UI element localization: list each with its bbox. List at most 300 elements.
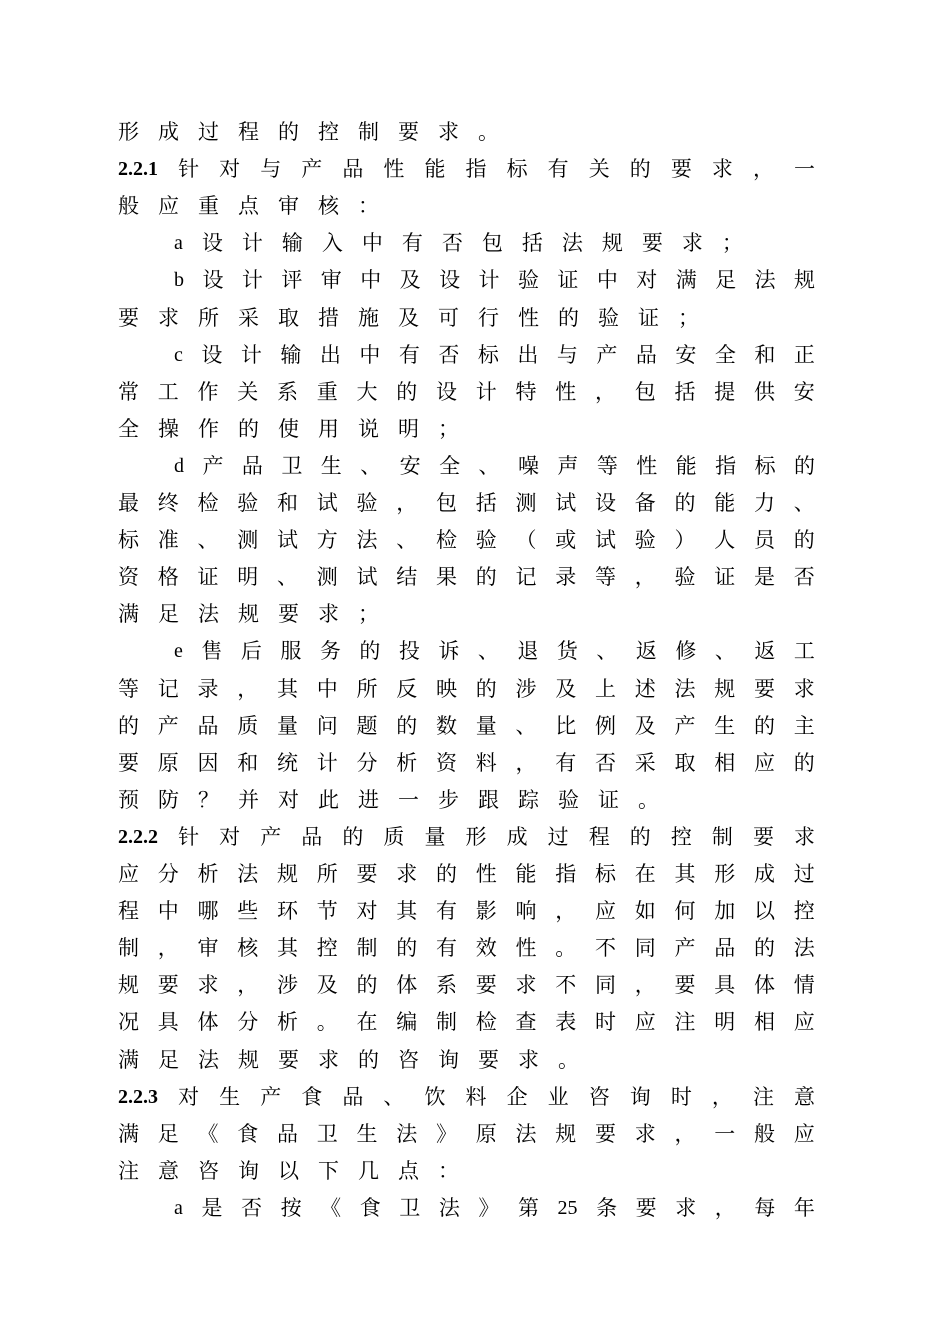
glyph: 标 — [595, 862, 616, 886]
glyph: 等 — [118, 676, 139, 701]
glyph: 满 — [118, 602, 139, 627]
glyph: 退 — [517, 639, 539, 664]
glyph: 中 — [316, 676, 338, 701]
glyph: 的 — [793, 750, 815, 775]
glyph: 足 — [715, 268, 737, 293]
glyph: 及 — [316, 973, 338, 998]
glyph: 例 — [595, 713, 616, 738]
glyph: 如 — [634, 899, 656, 924]
glyph: 证 — [197, 565, 219, 590]
glyph: 采 — [238, 305, 259, 330]
glyph: 包 — [634, 379, 656, 404]
glyph: 质 — [237, 713, 259, 738]
glyph: 最 — [118, 491, 139, 515]
glyph: 或 — [555, 528, 577, 553]
glyph: 规 — [238, 602, 259, 627]
glyph: 产 — [260, 1084, 282, 1109]
glyph: 对 — [278, 787, 299, 812]
glyph: 的 — [396, 936, 418, 961]
text-line — [118, 488, 815, 518]
glyph: 求 — [438, 120, 459, 144]
glyph: 过 — [793, 862, 815, 886]
glyph: 求 — [396, 862, 418, 886]
glyph: 设 — [201, 231, 223, 256]
glyph: 关 — [588, 157, 610, 182]
glyph: 的 — [754, 713, 775, 738]
text-line — [118, 748, 815, 778]
glyph: 应 — [158, 194, 179, 219]
glyph: 修 — [675, 639, 697, 664]
glyph: 跟 — [478, 787, 499, 812]
glyph: 括 — [475, 491, 497, 515]
glyph: 分 — [356, 750, 378, 775]
glyph: 企 — [506, 1084, 528, 1109]
glyph: 映 — [436, 676, 457, 701]
glyph: 品 — [635, 342, 657, 367]
text-line — [174, 1193, 815, 1223]
glyph: 反 — [396, 676, 418, 701]
glyph: 验 — [237, 491, 259, 515]
glyph: 、 — [277, 565, 298, 590]
glyph: 卫 — [399, 1195, 421, 1220]
glyph: 否 — [793, 565, 815, 590]
glyph: 所 — [356, 676, 378, 701]
glyph: 咨 — [198, 1158, 219, 1183]
glyph: 售 — [201, 639, 223, 664]
glyph: 规 — [794, 268, 815, 293]
glyph: 要 — [356, 862, 378, 886]
glyph: 计 — [240, 342, 262, 367]
glyph: 的 — [475, 676, 497, 701]
glyph: 检 — [436, 528, 457, 553]
glyph: 货 — [556, 639, 578, 664]
glyph: 和 — [237, 750, 259, 775]
glyph: ？ — [198, 787, 219, 812]
glyph: 人 — [714, 528, 736, 553]
glyph: 般 — [754, 1121, 775, 1146]
glyph: 核 — [237, 936, 259, 961]
glyph: 要 — [478, 1047, 499, 1072]
text-line — [174, 340, 815, 370]
glyph: 证 — [598, 787, 619, 812]
glyph: ； — [438, 416, 459, 441]
glyph: 具 — [714, 973, 736, 998]
glyph: 求 — [158, 305, 179, 330]
glyph: 具 — [157, 1010, 179, 1035]
glyph: 投 — [398, 639, 420, 664]
glyph: 返 — [754, 639, 776, 664]
glyph: 食 — [237, 1121, 259, 1146]
text-line — [118, 562, 815, 592]
glyph: 的 — [118, 713, 139, 738]
glyph: 验 — [517, 268, 539, 293]
glyph: 求 — [318, 602, 339, 627]
glyph: 终 — [157, 491, 179, 515]
glyph: 包 — [481, 231, 503, 256]
glyph: 。 — [638, 787, 659, 812]
glyph: 记 — [515, 565, 537, 590]
glyph: 中 — [361, 231, 383, 256]
glyph: 满 — [675, 268, 697, 293]
glyph: 。 — [558, 1047, 579, 1072]
glyph: 关 — [237, 379, 259, 404]
glyph: 行 — [478, 305, 499, 330]
glyph: 说 — [358, 416, 379, 441]
glyph: 原 — [157, 750, 179, 775]
glyph: 成 — [158, 120, 179, 144]
glyph: 取 — [278, 305, 299, 330]
glyph: 《 — [197, 1121, 219, 1146]
glyph: 相 — [754, 1010, 775, 1035]
glyph: 结 — [396, 565, 418, 590]
glyph: 全 — [439, 453, 461, 478]
glyph: 要 — [118, 305, 139, 330]
glyph: 询 — [629, 1084, 651, 1109]
glyph: 的 — [396, 713, 418, 738]
glyph: 可 — [438, 305, 459, 330]
glyph: 法 — [515, 1121, 537, 1146]
glyph: 重 — [198, 194, 219, 219]
glyph: 是 — [754, 565, 775, 590]
glyph: 否 — [438, 342, 460, 367]
glyph: 产 — [674, 936, 696, 961]
glyph: 在 — [356, 1010, 378, 1035]
glyph: 要 — [157, 973, 179, 998]
glyph: 务 — [319, 639, 341, 664]
glyph: 及 — [399, 268, 421, 293]
glyph: 资 — [436, 750, 457, 775]
glyph: b — [174, 269, 184, 292]
glyph: 此 — [318, 787, 339, 812]
glyph: ， — [634, 565, 656, 590]
glyph: 试 — [277, 528, 298, 553]
glyph: 防 — [158, 787, 179, 812]
glyph: 法 — [754, 268, 776, 293]
glyph: 生 — [320, 453, 342, 478]
glyph: 法 — [198, 602, 219, 627]
text-line — [118, 303, 815, 333]
glyph: 同 — [595, 973, 616, 998]
glyph: ， — [515, 750, 537, 775]
glyph: 明 — [237, 565, 259, 590]
glyph: 资 — [118, 565, 139, 590]
glyph: 括 — [521, 231, 543, 256]
glyph: 比 — [555, 713, 577, 738]
glyph: 检 — [475, 1010, 497, 1035]
glyph: 相 — [714, 750, 736, 775]
glyph: 形 — [714, 862, 736, 886]
text-line — [118, 191, 815, 221]
glyph: 一 — [794, 157, 815, 182]
text-line — [118, 822, 815, 852]
glyph: 注 — [752, 1084, 774, 1109]
glyph: 和 — [277, 491, 298, 515]
glyph: 制 — [436, 1010, 457, 1035]
glyph: 求 — [634, 1121, 656, 1146]
glyph: 品 — [197, 713, 219, 738]
glyph: 形 — [465, 824, 487, 849]
glyph: ： — [438, 1158, 459, 1183]
glyph: 询 — [438, 1047, 459, 1072]
glyph: 哪 — [197, 899, 219, 924]
glyph: 及 — [634, 713, 656, 738]
glyph: 供 — [754, 379, 775, 404]
glyph: 测 — [237, 528, 259, 553]
glyph: 程 — [588, 824, 610, 849]
glyph: 应 — [793, 1010, 815, 1035]
glyph: 输 — [281, 231, 303, 256]
glyph: 不 — [595, 936, 616, 961]
text-line — [118, 414, 815, 444]
glyph: 的 — [475, 565, 497, 590]
section-number: 2.2.2 — [118, 825, 158, 848]
glyph: 体 — [197, 1010, 219, 1035]
glyph: 包 — [436, 491, 457, 515]
glyph: 时 — [595, 1010, 616, 1035]
glyph: 计 — [475, 379, 497, 404]
glyph: 与 — [556, 342, 578, 367]
glyph: 要 — [278, 602, 299, 627]
glyph: 按 — [280, 1195, 302, 1220]
glyph: 服 — [280, 639, 302, 664]
glyph: 记 — [157, 676, 179, 701]
glyph: 针 — [178, 157, 200, 182]
glyph: 询 — [238, 1158, 259, 1183]
glyph: 对 — [178, 1084, 200, 1109]
glyph: 否 — [595, 750, 616, 775]
glyph: 求 — [515, 973, 537, 998]
glyph: 验 — [598, 305, 619, 330]
glyph: 述 — [634, 676, 656, 701]
glyph: 标 — [118, 528, 139, 553]
glyph: 方 — [316, 528, 338, 553]
glyph: 录 — [555, 565, 577, 590]
glyph: 的 — [793, 528, 815, 553]
glyph: 料 — [475, 750, 497, 775]
glyph: 系 — [436, 973, 457, 998]
glyph: 噪 — [517, 453, 539, 478]
glyph: 应 — [793, 1121, 815, 1146]
glyph: 使 — [278, 416, 299, 441]
text-line — [174, 451, 815, 481]
glyph: 要 — [752, 824, 774, 849]
glyph: 料 — [465, 1084, 487, 1109]
glyph: 准 — [157, 528, 179, 553]
glyph: 格 — [157, 565, 179, 590]
glyph: 证 — [557, 268, 579, 293]
glyph: 验 — [356, 491, 378, 515]
glyph: 设 — [436, 379, 457, 404]
glyph: 试 — [356, 565, 378, 590]
glyph: ， — [714, 1195, 736, 1220]
glyph: 性 — [475, 862, 497, 886]
glyph: 系 — [277, 379, 298, 404]
glyph: 量 — [277, 713, 298, 738]
glyph: 生 — [219, 1084, 241, 1109]
glyph: 过 — [198, 120, 219, 144]
text-line — [118, 896, 815, 926]
glyph: 和 — [754, 342, 776, 367]
glyph: 全 — [714, 342, 736, 367]
glyph: 要 — [641, 231, 663, 256]
glyph: 析 — [197, 862, 219, 886]
glyph: 问 — [316, 713, 338, 738]
section-number: 2.2.3 — [118, 1085, 158, 1108]
glyph: 数 — [436, 713, 457, 738]
glyph: 成 — [754, 862, 775, 886]
glyph: ； — [358, 602, 379, 627]
glyph: 求 — [681, 231, 703, 256]
glyph: 大 — [356, 379, 378, 404]
glyph: 果 — [436, 565, 457, 590]
glyph: 编 — [396, 1010, 418, 1035]
glyph: 的 — [342, 824, 364, 849]
glyph: 作 — [197, 379, 219, 404]
glyph: 其 — [674, 862, 696, 886]
glyph: 有 — [401, 231, 423, 256]
glyph: 安 — [675, 342, 697, 367]
glyph: 卫 — [281, 453, 303, 478]
glyph: 控 — [793, 899, 815, 924]
glyph: ， — [674, 1121, 696, 1146]
glyph: 及 — [555, 676, 577, 701]
glyph: 加 — [714, 899, 736, 924]
glyph: 几 — [358, 1158, 379, 1183]
glyph: 踪 — [518, 787, 539, 812]
glyph: 情 — [793, 973, 815, 998]
glyph: 与 — [260, 157, 282, 182]
glyph: 标 — [754, 453, 776, 478]
glyph: 有 — [436, 936, 457, 961]
glyph: 析 — [277, 1010, 298, 1035]
glyph: 意 — [794, 1084, 815, 1109]
text-line — [118, 377, 815, 407]
glyph: ； — [678, 305, 699, 330]
glyph: 的 — [558, 305, 579, 330]
glyph: 《 — [320, 1195, 342, 1220]
glyph: 控 — [316, 936, 338, 961]
text-line — [174, 265, 815, 295]
glyph: 形 — [118, 120, 139, 144]
text-line — [118, 933, 815, 963]
glyph: 过 — [547, 824, 569, 849]
glyph: a — [174, 1196, 183, 1219]
glyph: 的 — [674, 491, 696, 515]
glyph: 证 — [714, 565, 736, 590]
glyph: 响 — [515, 899, 537, 924]
glyph: 品 — [277, 1121, 298, 1146]
text-line — [174, 228, 815, 258]
glyph: 足 — [157, 1121, 179, 1146]
text-line — [118, 599, 815, 629]
glyph: 能 — [424, 157, 446, 182]
glyph: 。 — [478, 120, 499, 144]
glyph: 进 — [358, 787, 379, 812]
glyph: 对 — [219, 824, 241, 849]
glyph: 法 — [198, 1047, 219, 1072]
glyph: 能 — [515, 862, 537, 886]
glyph: 产 — [260, 824, 282, 849]
glyph: 足 — [158, 602, 179, 627]
glyph: 满 — [118, 1047, 139, 1072]
glyph: ， — [237, 973, 259, 998]
glyph: 所 — [198, 305, 219, 330]
glyph: 应 — [118, 862, 139, 886]
glyph: 声 — [557, 453, 579, 478]
glyph: 性 — [383, 157, 405, 182]
glyph: 诉 — [438, 639, 460, 664]
glyph: 预 — [118, 787, 139, 812]
glyph: 全 — [118, 416, 139, 441]
glyph: 。 — [316, 1010, 338, 1035]
glyph: 制 — [358, 120, 379, 144]
glyph: 审 — [197, 936, 219, 961]
glyph: 是 — [201, 1195, 223, 1220]
text-line — [118, 154, 815, 184]
glyph: 特 — [515, 379, 537, 404]
glyph: 求 — [197, 973, 219, 998]
text-line — [118, 1007, 815, 1037]
glyph: 、 — [477, 639, 499, 664]
glyph: 审 — [320, 268, 342, 293]
glyph: 其 — [396, 899, 418, 924]
glyph: 要 — [635, 1195, 657, 1220]
glyph: 能 — [714, 491, 736, 515]
glyph: 性 — [515, 936, 537, 961]
glyph: 查 — [515, 1010, 537, 1035]
glyph: 计 — [241, 231, 263, 256]
glyph: 应 — [595, 899, 616, 924]
glyph: 分 — [157, 862, 179, 886]
glyph: 上 — [595, 676, 616, 701]
glyph: 在 — [634, 862, 656, 886]
glyph: 验 — [674, 565, 696, 590]
glyph: 产 — [301, 157, 323, 182]
glyph: 应 — [754, 750, 775, 775]
glyph: 的 — [629, 824, 651, 849]
glyph: 其 — [277, 676, 298, 701]
glyph: 后 — [240, 639, 262, 664]
glyph: 法 — [438, 1195, 460, 1220]
glyph: 质 — [383, 824, 405, 849]
glyph: 验 — [558, 787, 579, 812]
glyph: 设 — [201, 342, 223, 367]
glyph: 中 — [596, 268, 618, 293]
glyph: 食 — [301, 1084, 323, 1109]
glyph: 程 — [238, 120, 259, 144]
glyph: 环 — [277, 899, 298, 924]
glyph: 满 — [118, 1121, 139, 1146]
glyph: 生 — [356, 1121, 378, 1146]
glyph: 、 — [360, 453, 382, 478]
glyph: 的 — [358, 1047, 379, 1072]
glyph: 所 — [316, 862, 338, 886]
glyph: 计 — [316, 750, 338, 775]
glyph: 注 — [118, 1158, 139, 1183]
glyph: 指 — [715, 453, 737, 478]
glyph: 一 — [714, 1121, 736, 1146]
glyph: 测 — [515, 491, 537, 515]
glyph: 计 — [241, 268, 263, 293]
glyph: 规 — [555, 1121, 577, 1146]
glyph: 一 — [398, 787, 419, 812]
glyph: 要 — [674, 973, 696, 998]
glyph: 采 — [634, 750, 656, 775]
glyph: 标 — [477, 342, 499, 367]
glyph: 求 — [711, 157, 733, 182]
glyph: 明 — [398, 416, 419, 441]
text-line — [174, 636, 815, 666]
